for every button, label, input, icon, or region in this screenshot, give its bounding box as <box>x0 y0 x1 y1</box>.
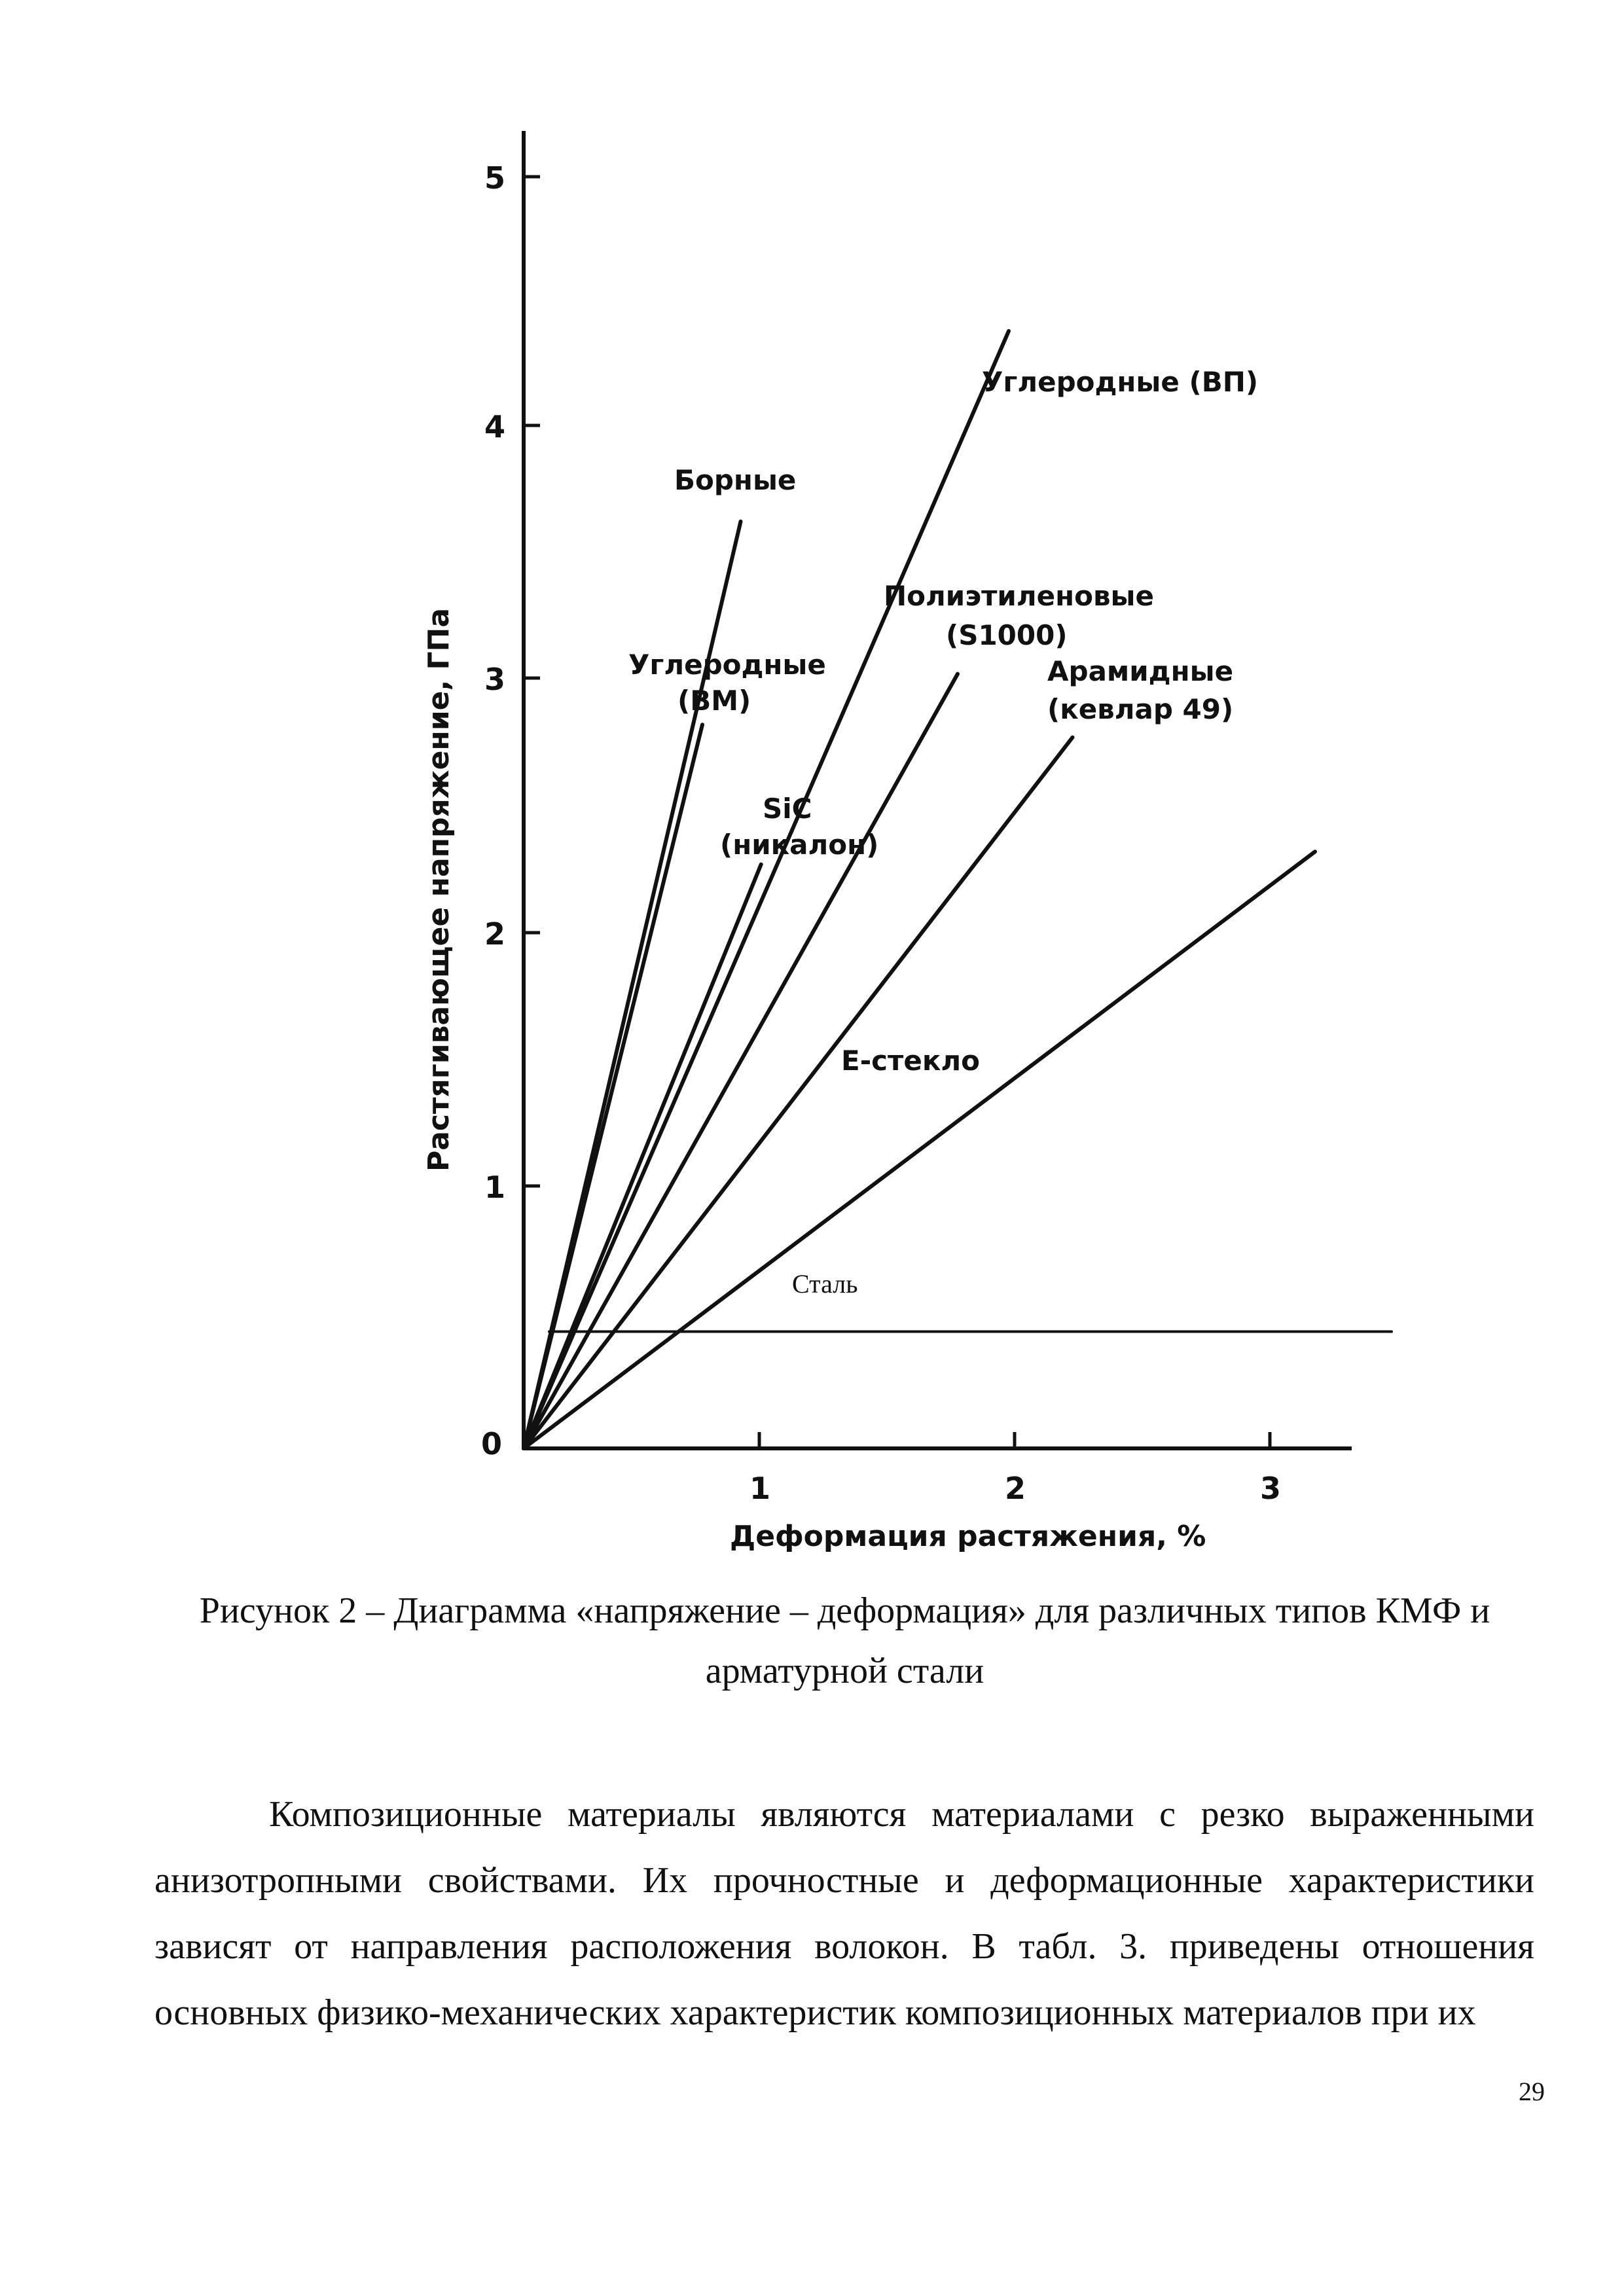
label-sic-line1: SiC <box>763 793 812 825</box>
y-tick-label-3: 3 <box>484 662 506 697</box>
page-number: 29 <box>1519 2077 1545 2106</box>
label-carbon-hm-line2: (ВМ) <box>677 685 751 717</box>
y-tick-label-1: 1 <box>484 1170 506 1205</box>
y-tick-label-0: 0 <box>481 1426 503 1462</box>
label-sic-line2: (никалон) <box>720 829 879 861</box>
y-tick-label-5: 5 <box>484 160 506 196</box>
figure-caption-line2: арматурной стали <box>705 1651 984 1691</box>
y-tick-label-4: 4 <box>484 409 506 444</box>
label-pe-line2: (S1000) <box>946 619 1068 651</box>
label-aramid-line2: (кевлар 49) <box>1047 693 1234 725</box>
x-ticks <box>759 1432 1270 1448</box>
label-glass: Е-стекло <box>841 1045 980 1077</box>
series-line-carbon-hs <box>524 331 1009 1448</box>
x-tick-label-2: 2 <box>1005 1471 1026 1506</box>
x-tick-label-1: 1 <box>749 1471 771 1506</box>
x-axis-title: Деформация растяжения, % <box>730 1520 1206 1553</box>
label-aramid-line1: Арамидные <box>1047 655 1234 687</box>
label-pe-line1: Полиэтиленовые <box>884 580 1155 612</box>
series-line-carbon-hm <box>524 725 702 1448</box>
series-layer <box>524 331 1392 1448</box>
y-axis-title: Растягивающее напряжение, ГПа <box>422 607 456 1172</box>
y-ticks <box>524 177 540 1186</box>
label-boron: Борные <box>674 464 797 496</box>
label-steel: Сталь <box>792 1269 858 1299</box>
label-carbon-hs: Углеродные (ВП) <box>982 366 1259 398</box>
figure-caption-line1: Рисунок 2 – Диаграмма «напряжение – деформация» для различных типов КМФ и <box>199 1590 1490 1631</box>
x-tick-label-3: 3 <box>1260 1471 1282 1506</box>
label-carbon-hm-line1: Углеродные <box>628 649 826 681</box>
y-tick-label-2: 2 <box>484 916 506 952</box>
body-paragraph: Композиционные материалы являются материалами с резко выраженными анизотропными свойствами. Их прочностные и деформационные характеристики зависят от направления расположения волокон. В табл. 3. приведены отношения основных физико-механических характеристик композиционных материалов при их <box>154 1794 1534 2033</box>
